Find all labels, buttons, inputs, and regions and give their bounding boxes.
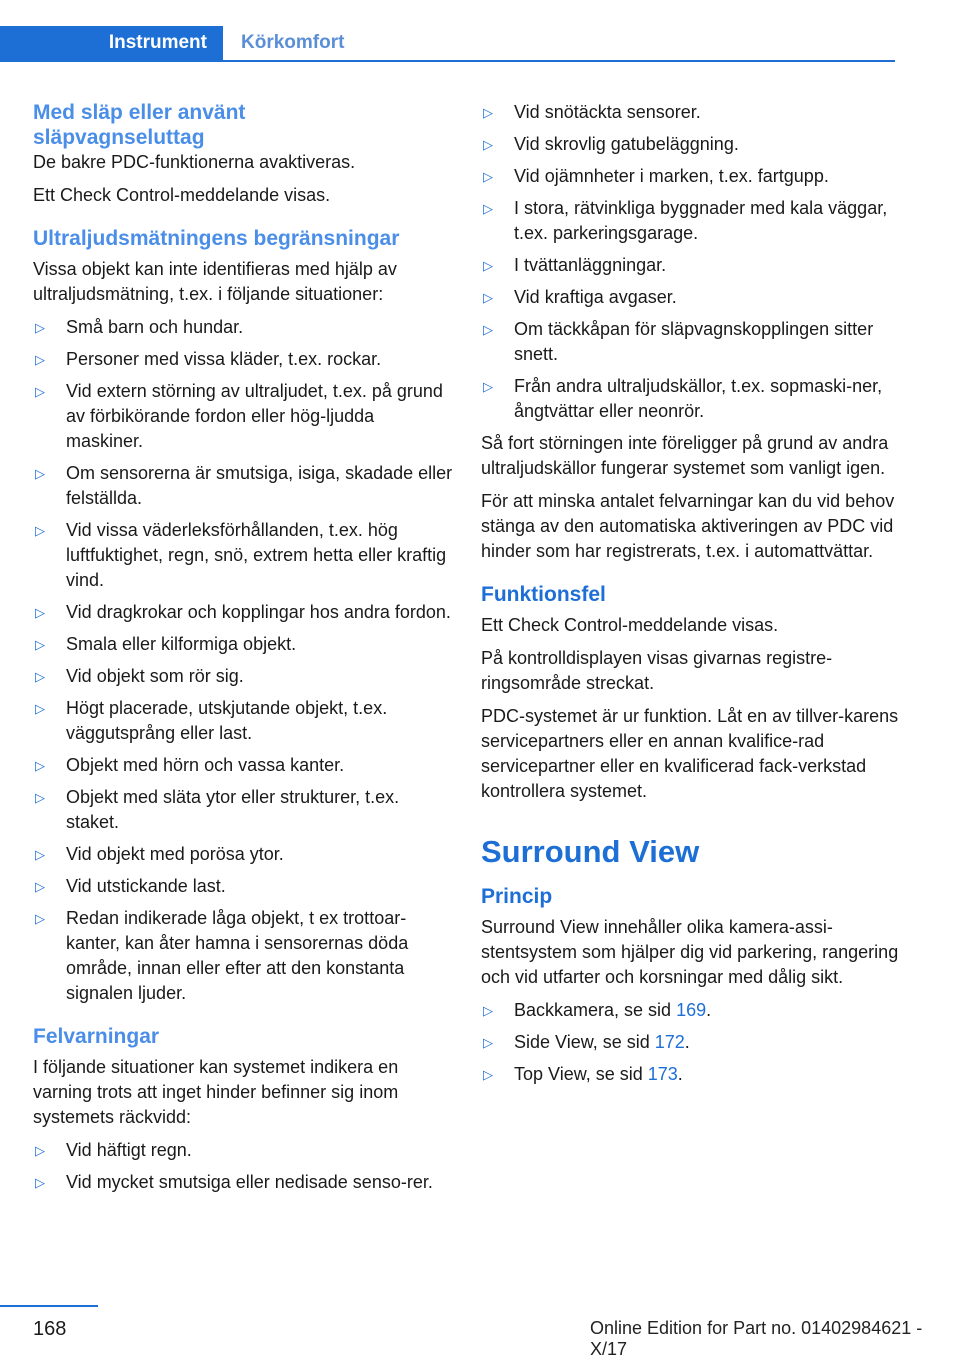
false-warnings-list: [33, 1138, 453, 1195]
list-item: [481, 317, 901, 367]
page-link[interactable]: 169: [676, 1000, 707, 1020]
list-item-text: Vid skrovlig gatubeläggning.: [514, 134, 739, 154]
list-item: [481, 253, 901, 278]
section-title-funktionsfel: Funktionsfel: [481, 583, 606, 606]
list-item: [481, 164, 901, 189]
list-item: [33, 347, 453, 372]
bullet-icon: ▷: [483, 137, 493, 152]
list-item: [33, 632, 453, 657]
list-item: [33, 842, 453, 867]
bullet-icon: ▷: [483, 105, 493, 120]
bullet-icon: ▷: [483, 1035, 493, 1050]
paragraph: Så fort störningen inte föreligger på grund av andra ultraljudskällor fungerar systemet som vanligt igen.: [481, 433, 889, 478]
list-item-text: Små barn och hundar.: [66, 317, 244, 337]
list-item-text: Top View, se sid: [514, 1064, 648, 1084]
chapter-title-surround-view: Surround View: [481, 834, 700, 869]
list-item-text: Vid kraftiga avgaser.: [514, 287, 677, 307]
list-item: [33, 753, 453, 778]
surround-view-list: [481, 998, 901, 1087]
section-title-felvarningar: Felvarningar: [33, 1025, 160, 1048]
list-item-suffix: .: [706, 1000, 712, 1020]
list-item-text: Vid objekt med porösa ytor.: [66, 844, 284, 864]
list-item-text: Om sensorerna är smutsiga, isiga, skadade eller felställda.: [66, 463, 453, 508]
list-item-text: Vid mycket smutsiga eller nedisade senso-rer.: [66, 1172, 433, 1192]
bullet-icon: ▷: [35, 1175, 45, 1190]
bullet-icon: ▷: [35, 790, 45, 805]
list-item-text: Vid dragkrokar och kopplingar hos andra fordon.: [66, 602, 451, 622]
bullet-icon: ▷: [35, 466, 45, 481]
bullet-icon: ▷: [483, 258, 493, 273]
list-item-text: Objekt med hörn och vassa kanter.: [66, 755, 345, 775]
page-number: 168: [33, 1318, 67, 1340]
bullet-icon: ▷: [483, 201, 493, 216]
page-link[interactable]: 173: [647, 1064, 678, 1084]
list-item-text: Redan indikerade låga objekt, t ex trottoar-kanter, kan åter hamna i sensorernas döda område, innan eller efter att den konstanta signalen ljuder.: [66, 908, 409, 1003]
section-title-princip: Princip: [481, 885, 553, 908]
list-item-text: Vid snötäckta sensorer.: [514, 102, 701, 122]
list-item-suffix: .: [684, 1032, 690, 1052]
paragraph: PDC-systemet är ur funktion. Låt en av tillver-karens servicepartners eller en annan kvalifice-rad servicepartner eller en kvalificerad fack-verkstad kontrollera systemet.: [481, 706, 899, 801]
list-item: [481, 998, 901, 1023]
paragraph: I följande situationer kan systemet indikera en varning trots att inget hinder befinner sig inom systemets räckvidd:: [33, 1057, 399, 1127]
list-item-text: Vid vissa väderleksförhållanden, t.ex. hög luftfuktighet, regn, snö, extrem hetta eller kraftig vind.: [66, 520, 447, 590]
bullet-icon: ▷: [483, 1003, 493, 1018]
bullet-icon: ▷: [483, 169, 493, 184]
bullet-icon: ▷: [35, 352, 45, 367]
list-item: [33, 315, 453, 340]
list-item-text: Objekt med släta ytor eller strukturer, t.ex. staket.: [66, 787, 400, 832]
list-item: [33, 906, 453, 1006]
list-item: [33, 1138, 453, 1163]
list-item-text: Smala eller kilformiga objekt.: [66, 634, 297, 654]
list-item: [481, 132, 901, 157]
section-title-begransningar: Ultraljudsmätningens begränsningar: [33, 227, 400, 250]
bullet-icon: ▷: [35, 911, 45, 926]
list-item: [481, 374, 901, 424]
bullet-icon: ▷: [483, 379, 493, 394]
list-item-text: Backkamera, se sid: [514, 1000, 677, 1020]
paragraph: Ett Check Control-meddelande visas.: [481, 615, 779, 635]
bullet-icon: ▷: [35, 879, 45, 894]
bullet-icon: ▷: [35, 847, 45, 862]
edition-note: Online Edition for Part no. 01402984621 - X/17: [590, 1318, 923, 1359]
list-item-text: Vid extern störning av ultraljudet, t.ex. på grund av förbikörande fordon eller hög-ljudda maskiner.: [66, 381, 443, 451]
list-item: [33, 874, 453, 899]
list-item: [33, 696, 453, 746]
paragraph: Surround View innehåller olika kamera-assi-stentsystem som hjälper dig vid parkering, rangering och vid utfarter och korsningar med dålig sikt.: [481, 917, 899, 987]
list-item: [33, 664, 453, 689]
list-item: [481, 1062, 901, 1087]
right-column: [481, 100, 901, 1094]
list-item-text: Högt placerade, utskjutande objekt, t.ex. väggutsprång eller last.: [66, 698, 388, 743]
false-warnings-list-cont: [481, 100, 901, 424]
section-title-slap: Med släp eller använt släpvagnseluttag: [33, 101, 246, 149]
bullet-icon: ▷: [35, 701, 45, 716]
list-item-suffix: .: [677, 1064, 683, 1084]
list-item-text: Vid häftigt regn.: [66, 1140, 192, 1160]
bullet-icon: ▷: [35, 320, 45, 335]
list-item: [33, 518, 453, 593]
list-item: [481, 100, 901, 125]
tab-korkomfort[interactable]: Körkomfort: [241, 32, 345, 53]
paragraph: Vissa objekt kan inte identifieras med hjälp av ultraljudsmätning, t.ex. i följande situationer:: [33, 259, 397, 304]
bullet-icon: ▷: [35, 1143, 45, 1158]
paragraph: Ett Check Control-meddelande visas.: [33, 185, 331, 205]
list-item: [33, 461, 453, 511]
bullet-icon: ▷: [35, 523, 45, 538]
list-item-text: Vid ojämnheter i marken, t.ex. fartgupp.: [514, 166, 829, 186]
bullet-icon: ▷: [483, 1067, 493, 1082]
list-item: [481, 285, 901, 310]
list-item: [481, 1030, 901, 1055]
paragraph: De bakre PDC-funktionerna avaktiveras.: [33, 152, 356, 172]
footer-rule: [0, 1305, 98, 1307]
bullet-icon: ▷: [35, 605, 45, 620]
list-item-text: Vid objekt som rör sig.: [66, 666, 244, 686]
list-item: [33, 1170, 453, 1195]
paragraph: På kontrolldisplayen visas givarnas registre-ringsområde streckat.: [481, 648, 833, 693]
bullet-icon: ▷: [35, 384, 45, 399]
list-item: [481, 196, 901, 246]
list-item-text: Personer med vissa kläder, t.ex. rockar.: [66, 349, 382, 369]
list-item-text: Vid utstickande last.: [66, 876, 226, 896]
left-column: [33, 100, 453, 1202]
list-item: [33, 379, 453, 454]
list-item-text: Om täckkåpan för släpvagnskopplingen sitter snett.: [514, 319, 874, 364]
tab-instrument[interactable]: Instrument: [0, 26, 223, 60]
bullet-icon: ▷: [35, 758, 45, 773]
page-link[interactable]: 172: [654, 1032, 685, 1052]
limitations-list: [33, 315, 453, 1006]
list-item: [33, 785, 453, 835]
list-item-text: Från andra ultraljudskällor, t.ex. sopmaski-ner, ångtvättar eller neonrör.: [514, 376, 883, 421]
list-item-text: Side View, se sid: [514, 1032, 655, 1052]
header-tabs: [0, 26, 895, 62]
bullet-icon: ▷: [35, 669, 45, 684]
list-item: [33, 600, 453, 625]
bullet-icon: ▷: [35, 637, 45, 652]
list-item-text: I stora, rätvinkliga byggnader med kala väggar, t.ex. parkeringsgarage.: [514, 198, 888, 243]
paragraph: För att minska antalet felvarningar kan du vid behov stänga av den automatiska aktiveringen av PDC vid hinder som har registrerats, t.ex. i automattvättar.: [481, 491, 895, 561]
bullet-icon: ▷: [483, 322, 493, 337]
bullet-icon: ▷: [483, 290, 493, 305]
list-item-text: I tvättanläggningar.: [514, 255, 667, 275]
